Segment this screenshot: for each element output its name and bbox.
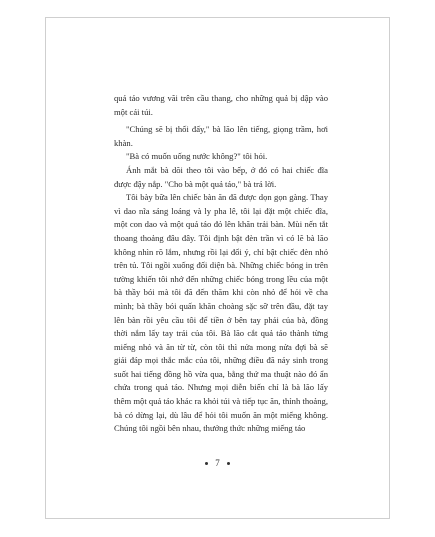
bullet-icon xyxy=(205,462,208,465)
paragraph: "Bà có muốn uống nước không?" tôi hỏi. xyxy=(126,151,268,162)
page-number: 7 xyxy=(215,458,220,468)
paragraph: quả táo vương vãi trên cầu thang, cho những quả bị dập vào một cái túi. xyxy=(114,93,328,117)
bullet-icon xyxy=(227,462,230,465)
paragraph: Tôi bày bữa lên chiếc bàn ăn đã được dọn gọn gàng. Thay vì dao nĩa sáng loáng và ly pha lê, tôi lại đặt một chiếc đĩa, một con dao và một quả táo đỏ lên khăn trải bàn. Mùi nến tắt thoang thoảng đâu đây. Tôi định bật đèn trần vì có lẽ bà lão không nhìn rõ lắm, nhưng rồi lại đổi ý, chỉ bật chiếc đèn nhỏ trên tủ. Tôi ngồi xuống đối diện bà. Những chiếc bóng in trên tường khiến tôi nhớ đến những chiếc bóng trong lều của một bà thầy bói mà tôi đã đến thăm khi còn nhỏ để hỏi về cha mình; bà thầy bói quấn khăn choàng sặc sỡ trên đầu, đặt tay lên bàn rồi yêu cầu tôi để tiền ở bên tay phải của bà, đồng thời nắm lấy tay trái của tôi. Bà lão cắt quả táo thành từng miếng nhỏ và ăn từ từ, còn tôi thì nửa mong nửa đợi bà sẽ giải đáp mọi thắc mắc của tôi, những điều đã nảy sinh trong suốt hai tiếng đồng hồ vừa qua, bằng thứ ma thuật nào đó ẩn chứa trong quả táo. Nhưng mọi diễn biến chỉ là bà lão lấy thêm một quả táo khác ra khỏi túi và tiếp tục ăn, thỉnh thoảng, bà có dừng lại, dù lâu để hỏi tôi muốn ăn một miếng không. Chúng tôi ngồi bên nhau, thưởng thức những miếng táo xyxy=(114,192,328,434)
paragraph: "Chúng sẽ bị thối đấy," bà lão lên tiếng, giọng trầm, hơi khàn. xyxy=(114,124,328,148)
paragraph: Ánh mắt bà dõi theo tôi vào bếp, ở đó có hai chiếc đĩa được đậy nắp. "Cho bà một quả táo," bà trả lời. xyxy=(114,164,328,189)
page-footer xyxy=(0,458,435,468)
body-text xyxy=(114,92,328,436)
